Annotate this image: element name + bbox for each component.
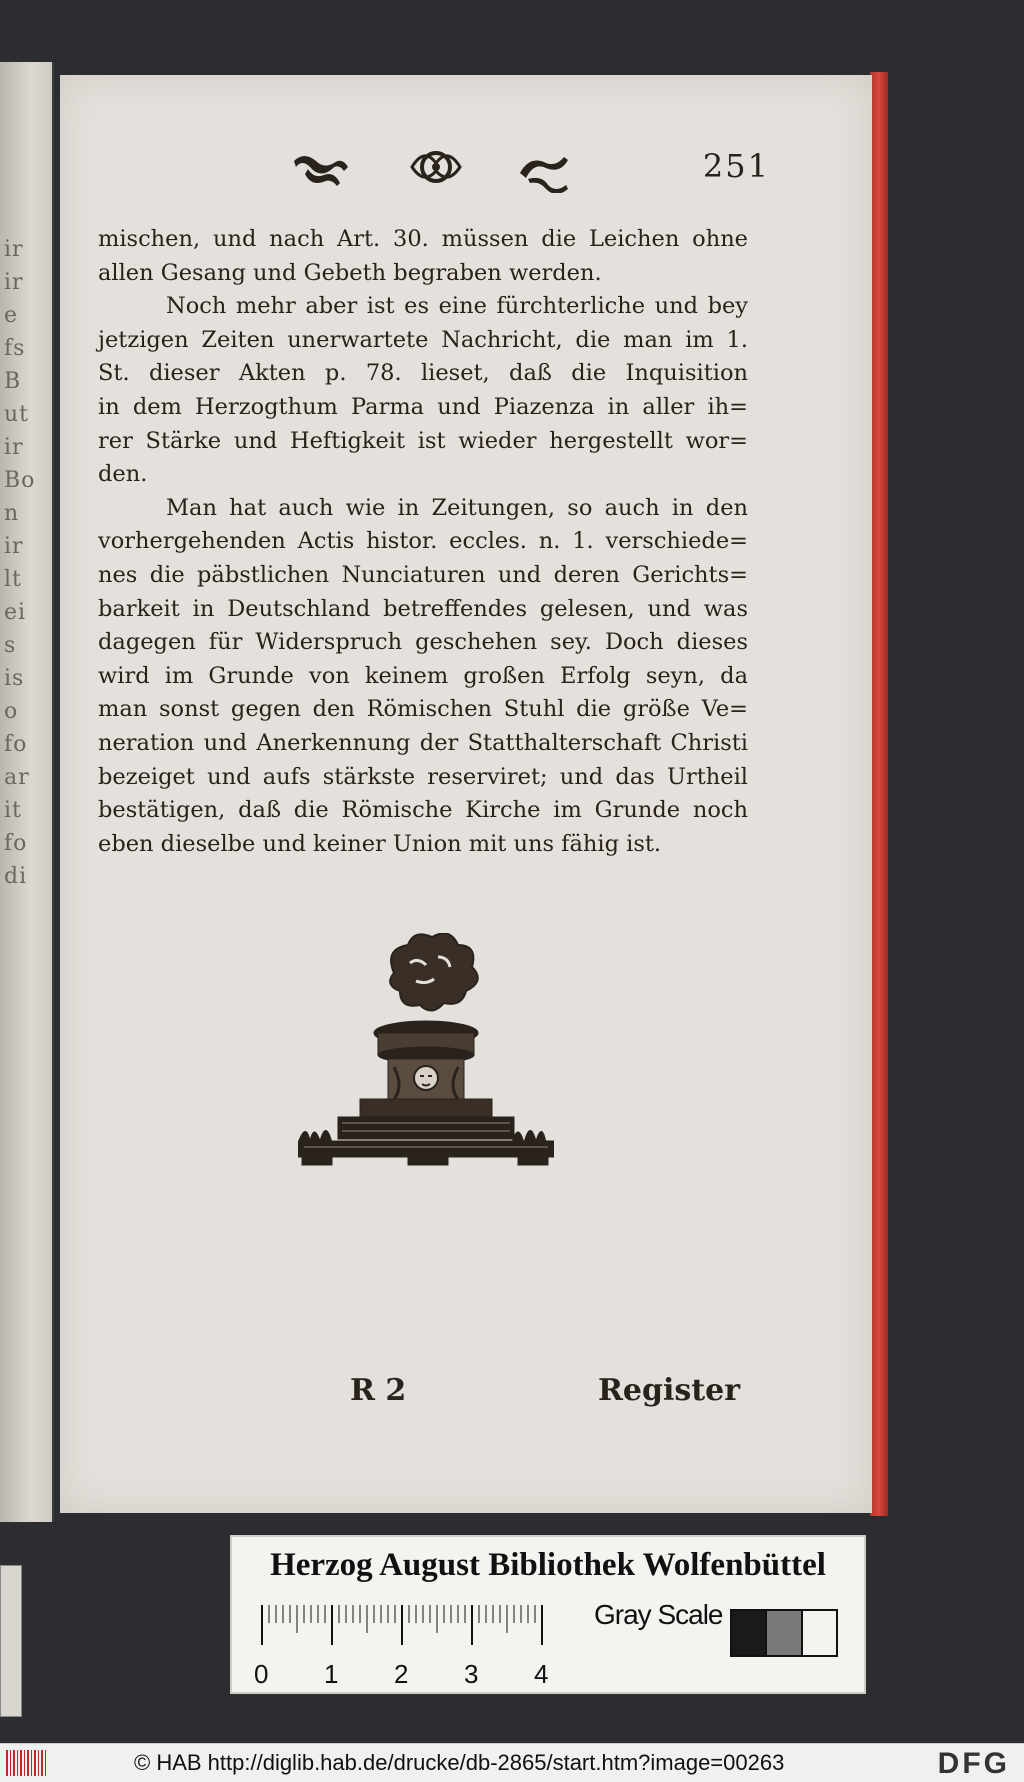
text-line: man sonst gegen den Römischen Stuhl die größe Ve= — [98, 696, 748, 723]
source-url-text[interactable]: © HAB http://diglib.hab.de/drucke/db-2865/start.htm?image=00263 — [134, 1750, 785, 1775]
ruler-label: 4 — [534, 1659, 549, 1689]
gray-swatch — [801, 1611, 836, 1655]
catchword: Register — [597, 1373, 740, 1408]
text-line: den. — [98, 461, 148, 488]
adjacent-page-fragment: ei — [4, 600, 27, 625]
adjacent-page-tab — [0, 1565, 22, 1717]
adjacent-page-fragment: ir — [4, 237, 24, 262]
adjacent-page-fragment: fs — [4, 336, 26, 361]
gray-swatch — [765, 1611, 800, 1655]
text-line: rer Stärke und Heftigkeit ist wieder hergestellt wor= — [98, 427, 748, 454]
library-name: Herzog August Bibliothek Wolfenbüttel — [270, 1547, 826, 1583]
adjacent-page-fragment: fo — [4, 732, 28, 757]
text-line: Noch mehr aber ist es eine fürchterliche und bey — [166, 293, 748, 320]
text-line: wird im Grunde von keinem großen Erfolg seyn, da — [98, 662, 748, 689]
text-line: dagegen für Widerspruch geschehen sey. Doch dieses — [98, 629, 748, 656]
fountain-vignette-icon — [298, 933, 554, 1173]
adjacent-page-fragment: ut — [4, 402, 30, 427]
library-scale-card — [230, 1535, 866, 1694]
book-page — [60, 75, 872, 1513]
text-line: mischen, und nach Art. 30. müssen die Leichen ohne — [98, 226, 748, 252]
adjacent-page-fragment: ir — [4, 534, 24, 559]
adjacent-page-fragment: ir — [4, 435, 24, 460]
text-line: eben dieselbe und keiner Union mit uns fähig ist. — [98, 830, 662, 857]
adjacent-page-sliver — [0, 62, 54, 1522]
ruler-label: 2 — [394, 1659, 409, 1689]
gray-swatch — [732, 1611, 765, 1655]
text-line: St. dieser Akten p. 78. lieset, daß die Inquisition — [98, 360, 748, 387]
header-ornament-icon — [288, 143, 588, 193]
adjacent-page-fragment: di — [4, 864, 28, 889]
gray-scale-label: Gray Scale — [594, 1599, 723, 1630]
adjacent-page-fragment: s — [4, 633, 17, 658]
hab-barcode-icon — [6, 1750, 46, 1776]
text-line: barkeit in Deutschland betreffendes gelesen, und was — [98, 595, 748, 622]
text-line: bestätigen, daß die Römische Kirche im Grunde noch — [98, 797, 748, 824]
page-header — [60, 137, 872, 197]
text-line: jetzigen Zeiten unerwartete Nachricht, die man im 1. — [98, 326, 748, 353]
page-number: 251 — [702, 147, 770, 185]
ruler-label: 0 — [254, 1659, 269, 1689]
text-line: in dem Herzogthum Parma und Piazenza in aller ih= — [98, 393, 748, 420]
adjacent-page-fragment: Bo — [4, 468, 36, 493]
ruler-label: 3 — [464, 1659, 479, 1689]
signature-mark: R 2 — [350, 1373, 407, 1408]
text-line: bezeiget und aufs stärkste reserviret; und das Urtheil — [98, 763, 748, 790]
adjacent-page-fragment: o — [4, 699, 19, 724]
text-line: Man hat auch wie in Zeitungen, so auch in den — [166, 494, 748, 521]
adjacent-page-fragment: fo — [4, 831, 28, 856]
adjacent-page-fragment: ir — [4, 270, 24, 295]
adjacent-page-fragment: B — [4, 369, 22, 394]
page-footer — [60, 1365, 872, 1425]
gray-scale-swatches — [730, 1609, 838, 1657]
adjacent-page-fragment: n — [4, 501, 20, 526]
text-line: nes die päbstlichen Nunciaturen und deren Gerichts= — [98, 561, 748, 588]
adjacent-page-fragment: it — [4, 798, 22, 823]
text-line: neration und Anerkennung der Statthalterschaft Christi — [98, 729, 748, 756]
text-line: vorhergehenden Actis histor. eccles. n. 1. verschiede= — [98, 528, 748, 555]
ruler-label: 1 — [324, 1659, 339, 1689]
dfg-logo: DFG — [937, 1747, 1010, 1780]
adjacent-page-fragment: lt — [4, 567, 22, 592]
adjacent-page-fragment: is — [4, 666, 25, 691]
adjacent-page-fragment: ar — [4, 765, 30, 790]
ruler-scale — [254, 1599, 614, 1689]
page-red-edge — [870, 72, 888, 1516]
status-bar — [0, 1743, 1024, 1782]
page-body-text — [98, 223, 748, 861]
text-line: allen Gesang und Gebeth begraben werden. — [98, 259, 602, 286]
adjacent-page-fragment: e — [4, 303, 19, 328]
